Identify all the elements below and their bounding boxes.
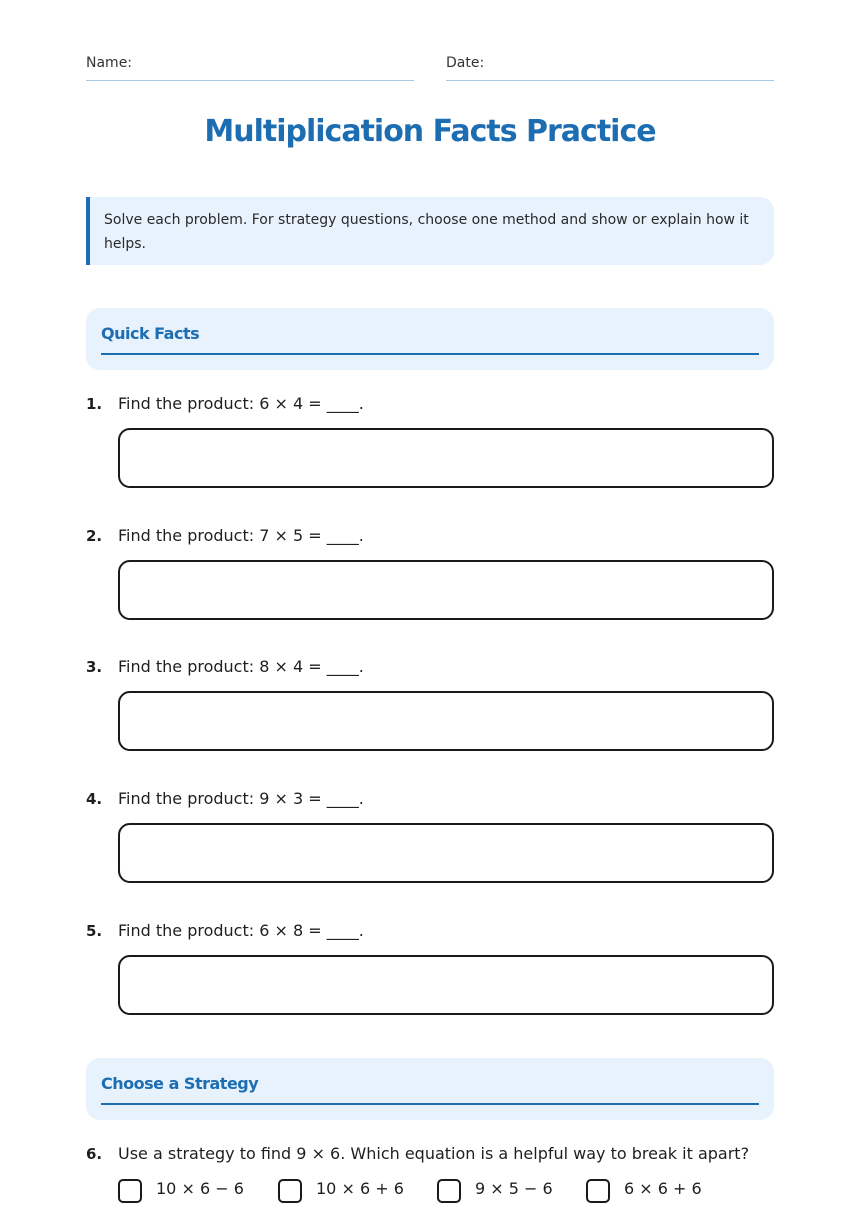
answer-box[interactable] bbox=[118, 691, 774, 751]
checkbox[interactable] bbox=[278, 1179, 302, 1203]
choice-label: 6 × 6 + 6 bbox=[624, 1179, 702, 1198]
question-text: Find the product: 8 × 4 = ____. bbox=[118, 657, 364, 676]
section-choose-strategy bbox=[86, 1058, 774, 1120]
name-field[interactable] bbox=[86, 54, 414, 81]
answer-box[interactable] bbox=[118, 823, 774, 883]
answer-box[interactable] bbox=[118, 428, 774, 488]
checkbox[interactable] bbox=[118, 1179, 142, 1203]
date-field[interactable] bbox=[446, 54, 774, 81]
question-text: Use a strategy to find 9 × 6. Which equation is a helpful way to break it apart? bbox=[118, 1144, 750, 1163]
instructions-callout bbox=[86, 197, 774, 265]
section-title: Quick Facts bbox=[101, 324, 200, 343]
checkbox[interactable] bbox=[437, 1179, 461, 1203]
date-label: Date: bbox=[446, 55, 485, 71]
question-number: 6. bbox=[86, 1145, 103, 1163]
answer-box[interactable] bbox=[118, 560, 774, 620]
question-text: Find the product: 6 × 8 = ____. bbox=[118, 921, 364, 940]
section-divider bbox=[101, 1103, 759, 1105]
name-label: Name: bbox=[86, 55, 133, 71]
question-number: 3. bbox=[86, 658, 103, 676]
instructions-text: Solve each problem. For strategy questions, choose one method and show or explain how it helps. bbox=[104, 212, 749, 252]
checkbox[interactable] bbox=[586, 1179, 610, 1203]
section-divider bbox=[101, 353, 759, 355]
choice-label: 9 × 5 − 6 bbox=[475, 1179, 553, 1198]
question-number: 4. bbox=[86, 790, 103, 808]
question-number: 1. bbox=[86, 395, 103, 413]
question-number: 5. bbox=[86, 922, 103, 940]
question-number: 2. bbox=[86, 527, 103, 545]
question-text: Find the product: 9 × 3 = ____. bbox=[118, 789, 364, 808]
section-quick-facts bbox=[86, 308, 774, 370]
page-title: Multiplication Facts Practice bbox=[204, 114, 656, 149]
answer-box[interactable] bbox=[118, 955, 774, 1015]
choice-label: 10 × 6 + 6 bbox=[316, 1179, 404, 1198]
choice-label: 10 × 6 − 6 bbox=[156, 1179, 244, 1198]
question-text: Find the product: 7 × 5 = ____. bbox=[118, 526, 364, 545]
question-text: Find the product: 6 × 4 = ____. bbox=[118, 394, 364, 413]
section-title: Choose a Strategy bbox=[101, 1074, 259, 1093]
